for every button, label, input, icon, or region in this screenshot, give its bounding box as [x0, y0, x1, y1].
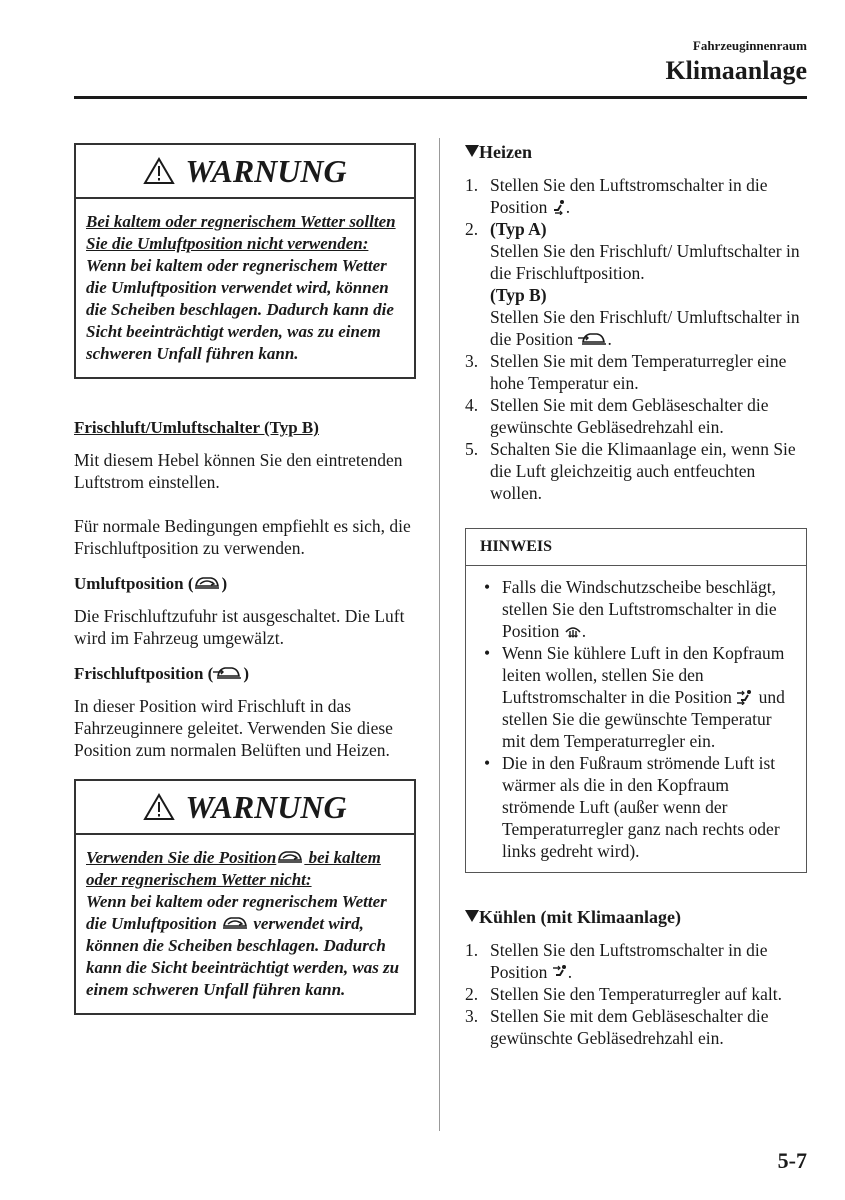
step-number: 3.	[465, 1006, 479, 1026]
step-text-b-main: Stellen Sie den Frischluft/ Umluftschalter in die Position	[490, 307, 800, 349]
frischluft-title-close: )	[243, 664, 249, 683]
type-a-label: (Typ A)	[490, 219, 547, 239]
page-title: Klimaanlage	[665, 56, 807, 85]
list-item	[465, 1005, 807, 1049]
frischluft-text: In dieser Position wird Frischluft in das Fahrzeuginnere geleitet. Verwenden Sie diese Position zum normalen Belüften und Heizen.	[74, 696, 393, 760]
face-airflow-icon	[552, 964, 568, 980]
umluft-title-text: Umluftposition (	[74, 574, 194, 593]
list-item	[465, 983, 807, 1005]
step-text: Stellen Sie mit dem Gebläseschalter die gewünschte Gebläsedrehzahl ein.	[490, 395, 769, 437]
bi-level-airflow-icon	[736, 689, 754, 705]
step-text: Stellen Sie den Luftstromschalter in die Position	[490, 940, 768, 982]
recirculation-icon	[276, 849, 304, 865]
list-item	[465, 174, 807, 218]
frischluft-title-text: Frischluftposition (	[74, 664, 214, 683]
step-text: Stellen Sie den Frischluft/ Umluftschalter in die Frischluftposition.	[490, 241, 800, 283]
step-text-end: .	[567, 962, 573, 982]
header-rule	[74, 96, 807, 99]
recirculation-icon	[221, 915, 249, 931]
intro-paragraph: Mit diesem Hebel können Sie den eintretenden Luftstrom einstellen.	[74, 450, 403, 492]
step-text-end: .	[565, 197, 571, 217]
warning-header	[76, 145, 414, 199]
kuehlen-title-text: Kühlen (mit Klimaanlage)	[479, 907, 681, 927]
warning-body	[76, 199, 414, 377]
page-number: 5-7	[777, 1148, 807, 1173]
warning-lead: Bei kaltem oder regnerischem Wetter sollten Sie die Umluftposition nicht verwenden:	[86, 212, 396, 253]
step-text: Stellen Sie mit dem Gebläseschalter die gewünschte Gebläsedrehzahl ein.	[490, 1006, 769, 1048]
warning-text-2a: Wenn bei kaltem oder regnerischem Wetter die Umluftposition	[86, 892, 387, 933]
warning-text-2b: verwendet wird, können die Scheiben beschlagen. Dadurch kann die Sicht beeinträchtigt werden, was zu einem schweren Unfall führen kann.	[86, 914, 400, 999]
step-number: 4.	[465, 395, 479, 415]
warning-text: Wenn bei kaltem oder regnerischem Wetter die Umluftposition verwendet wird, können die Scheiben beschlagen. Dadurch kann die Sicht beeinträchtigt werden, was zu einem schweren Unfall führen kann.	[86, 256, 394, 363]
column-divider	[439, 138, 440, 1131]
step-text-b-end: .	[607, 329, 612, 349]
frischluft-title	[74, 663, 416, 685]
warning-triangle-icon	[143, 793, 175, 821]
step-text: Stellen Sie mit dem Temperaturregler eine hohe Temperatur ein.	[490, 351, 787, 393]
step-number: 5.	[465, 439, 479, 459]
page-header-section: Fahrzeuginnenraum	[692, 38, 807, 53]
defrost-icon	[564, 623, 582, 639]
list-item	[465, 939, 807, 983]
step-text-b	[490, 306, 807, 350]
warning-title-2: WARNUNG	[185, 788, 347, 825]
warning-lead-2	[86, 847, 404, 891]
note-box	[465, 528, 807, 873]
step-text: Schalten Sie die Klimaanlage ein, wenn Sie die Luft gleichzeitig auch entfeuchten wollen.	[490, 439, 796, 503]
list-item	[465, 350, 807, 394]
step-number: 1.	[465, 175, 479, 195]
note-text: Die in den Fußraum strömende Luft ist wärmer als die in den Kopfraum strömende Luft (außer wenn der Temperaturregler ganz nach rechts oder links gedreht wird).	[502, 753, 780, 861]
warning-triangle-icon	[143, 157, 175, 185]
warning-header-2	[76, 781, 414, 835]
heizen-title	[465, 140, 807, 164]
step-number: 2.	[465, 984, 479, 1004]
list-item	[480, 752, 796, 862]
list-item	[480, 642, 796, 752]
warning-box-2	[74, 779, 416, 1015]
warning-lead-2b: bei kaltem oder regnerischem Wetter nicht:	[86, 848, 381, 889]
step-number: 2.	[465, 219, 479, 239]
right-column	[465, 140, 807, 1049]
recommendation-paragraph: Für normale Bedingungen empfiehlt es sich, die Frischluftposition zu verwenden.	[74, 516, 411, 558]
umluft-text: Die Frischluftzufuhr ist ausgeschaltet. Die Luft wird im Fahrzeug umgewälzt.	[74, 606, 405, 648]
list-item	[465, 438, 807, 504]
heizen-steps	[465, 174, 807, 504]
note-text-end: .	[581, 621, 587, 641]
umluft-title	[74, 573, 416, 595]
note-text-end: und stellen Sie die gewünschte Temperatur mit dem Temperaturregler ein.	[502, 687, 785, 751]
kuehlen-steps	[465, 939, 807, 1049]
warning-lead-2a: Verwenden Sie die Position	[86, 848, 277, 867]
list-item	[465, 394, 807, 438]
warning-box	[74, 143, 416, 379]
note-title: HINWEIS	[466, 529, 806, 566]
fresh-air-icon	[578, 331, 608, 347]
heizen-title-text: Heizen	[479, 142, 532, 162]
list-item	[465, 218, 807, 350]
left-column	[74, 143, 416, 1015]
recirculation-icon	[193, 575, 221, 591]
warning-body-2	[76, 835, 414, 1013]
note-text: Wenn Sie kühlere Luft in den Kopfraum leiten wollen, stellen Sie den Luftstromschalter in die Position	[502, 643, 785, 707]
step-number: 1.	[465, 940, 479, 960]
note-list	[480, 576, 796, 862]
kuehlen-title	[465, 905, 807, 929]
note-body	[466, 566, 806, 872]
triangle-down-icon	[465, 909, 479, 923]
note-text: Falls die Windschutzscheibe beschlägt, stellen Sie den Luftstromschalter in die Position	[502, 577, 777, 641]
type-b-label: (Typ B)	[490, 285, 547, 305]
warning-title: WARNUNG	[185, 152, 347, 189]
fresh-air-icon	[213, 665, 243, 681]
step-text: Stellen Sie den Temperaturregler auf kalt.	[490, 984, 782, 1004]
floor-airflow-icon	[552, 199, 566, 215]
section-title: Frischluft/Umluftschalter (Typ B)	[74, 418, 319, 437]
warning-text-2	[86, 891, 404, 1001]
step-number: 3.	[465, 351, 479, 371]
list-item	[480, 576, 796, 642]
umluft-title-close: )	[221, 574, 228, 593]
triangle-down-icon	[465, 144, 479, 158]
step-text: Stellen Sie den Luftstromschalter in die Position	[490, 175, 768, 217]
